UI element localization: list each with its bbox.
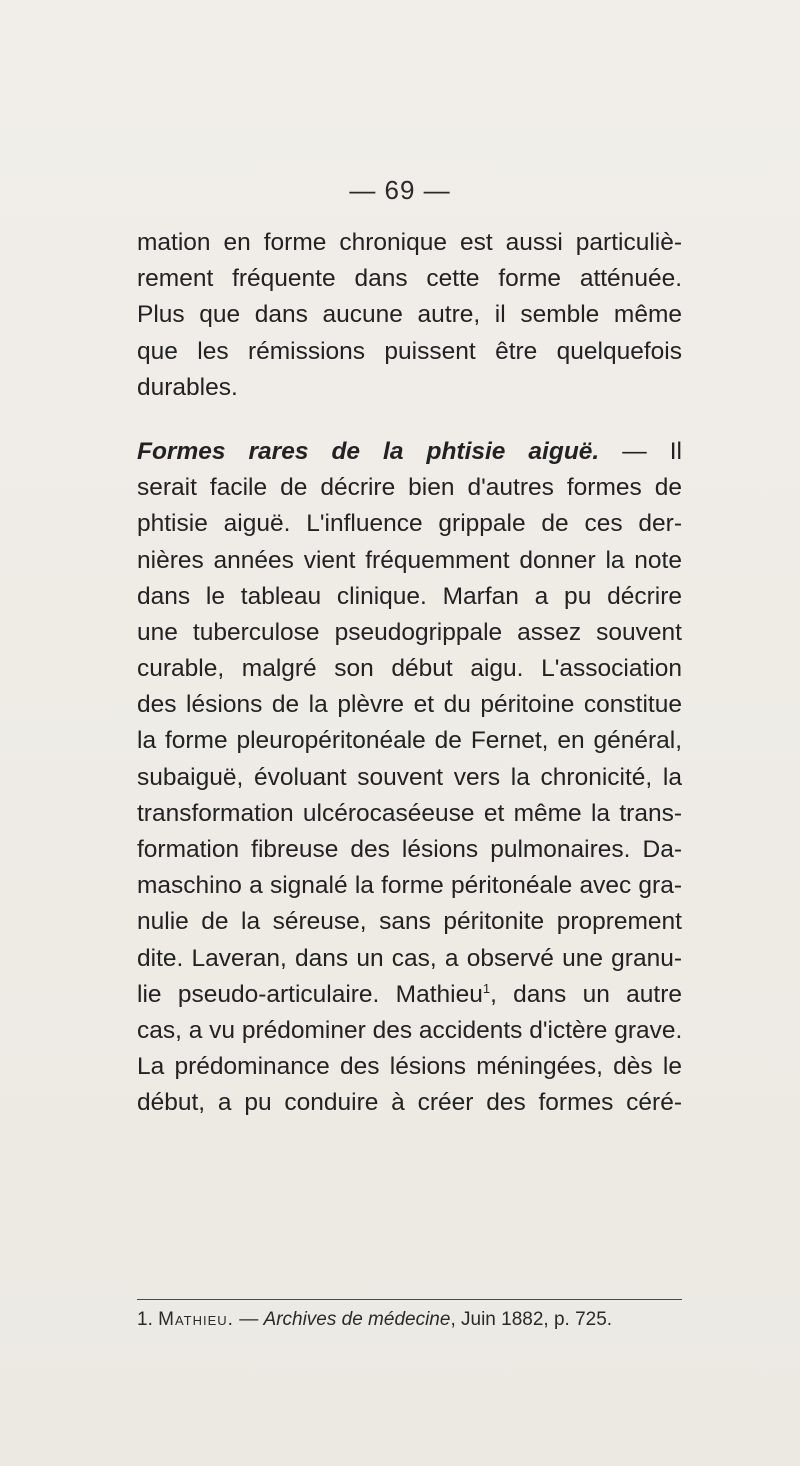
text-line: cas, a vu prédominer des accidents d'ictère grave.: [137, 1016, 683, 1044]
footnote-reference[interactable]: 1: [482, 980, 491, 996]
page-number: — 69 —: [349, 175, 451, 205]
paragraph-gap: [137, 406, 682, 434]
paragraph-2: [137, 434, 682, 1122]
footnote-author: Mathieu.: [158, 1309, 234, 1330]
text-line: début, a pu conduire à créer des formes céré-: [137, 1089, 682, 1117]
body-text: [137, 225, 682, 1122]
footnote-journal: Archives de médecine: [263, 1309, 451, 1330]
text-line: phtisie aiguë. L'influence grippale de ces der-: [137, 510, 682, 538]
text-line: maschino a signalé la forme péritonéale avec gra-: [137, 872, 682, 900]
section-heading: Formes rares de la phtisie aiguë.: [137, 437, 600, 465]
text-line: la forme pleuropéritonéale de Fernet, en général,: [137, 727, 682, 755]
text-fragment: , dans un autre: [490, 980, 682, 1008]
footnote-number: 1.: [137, 1309, 153, 1330]
text-line: que les rémissions puissent être quelquefois: [137, 337, 682, 365]
text-line: nulie de la séreuse, sans péritonite proprement: [137, 908, 682, 936]
footnote-divider: [137, 1299, 682, 1300]
text-line: mation en forme chronique est aussi particuliè-: [137, 229, 682, 256]
text-line: La prédominance des lésions méningées, dès le: [137, 1053, 682, 1081]
text-line: serait facile de décrire bien d'autres formes de: [137, 474, 682, 502]
text-line: subaiguë, évoluant souvent vers la chronicité, la: [137, 763, 682, 791]
text-line: curable, malgré son début aigu. L'association: [137, 655, 682, 683]
text-line: dite. Laveran, dans un cas, a observé une granu-: [137, 944, 682, 972]
footnote-details: , Juin 1882, p. 725.: [450, 1309, 613, 1330]
text-line: durables.: [137, 373, 238, 401]
text-line: nières années vient fréquemment donner la note: [137, 546, 682, 574]
heading-line: [137, 434, 682, 470]
heading-line-rest: — Il: [599, 437, 682, 465]
text-line: formation fibreuse des lésions pulmonaires. Da-: [137, 836, 682, 863]
text-line: des lésions de la plèvre et du péritoine constitue: [137, 691, 682, 719]
text-line-with-footnote-ref: [137, 977, 682, 1013]
text-line: dans le tableau clinique. Marfan a pu décrire: [137, 582, 682, 610]
footnote: [137, 1307, 697, 1333]
text-line: rement fréquente dans cette forme atténuée.: [137, 265, 682, 293]
text-line: une tuberculose pseudogrippale assez souvent: [137, 618, 682, 646]
paragraph-1: [137, 225, 682, 406]
text-line: transformation ulcérocaséeuse et même la trans-: [137, 799, 682, 827]
text-fragment: lie pseudo-articulaire. Mathieu: [137, 980, 483, 1008]
footnote-dash: —: [233, 1309, 264, 1330]
text-line: Plus que dans aucune autre, il semble même: [137, 301, 682, 329]
